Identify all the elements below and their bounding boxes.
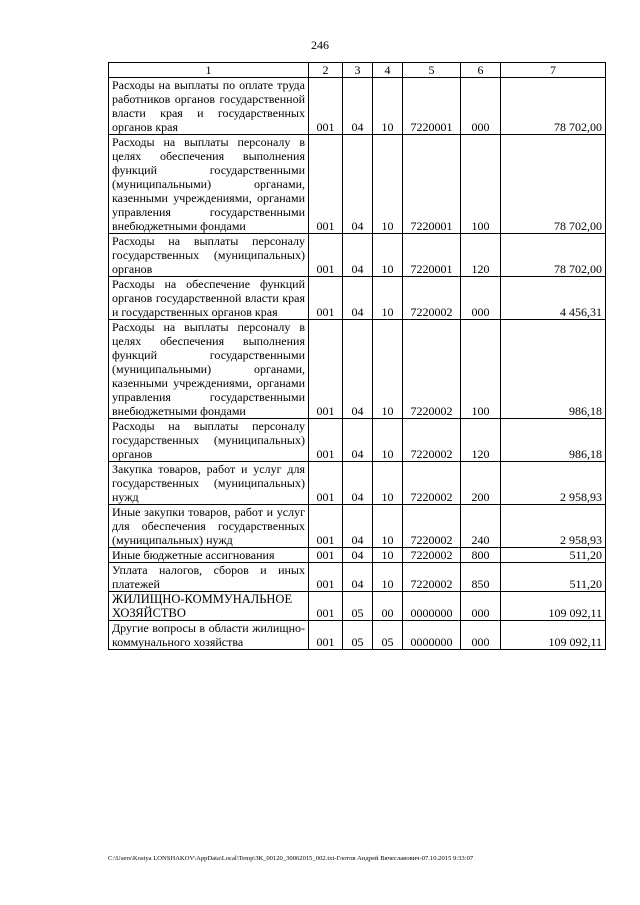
- row-name: Уплата налогов, сборов и иных платежей: [109, 563, 309, 592]
- table-row: [109, 419, 606, 462]
- cell-col5: 7220002: [403, 277, 461, 320]
- column-header: 6: [461, 63, 501, 78]
- cell-col4: 10: [373, 277, 403, 320]
- row-name: Расходы на выплаты по оплате труда работников органов государственной власти края и государственных органов края: [109, 78, 309, 135]
- cell-col3: 04: [343, 563, 373, 592]
- cell-col3: 04: [343, 234, 373, 277]
- cell-col2: 001: [309, 621, 343, 650]
- cell-col5: 7220002: [403, 505, 461, 548]
- cell-col5: 7220002: [403, 419, 461, 462]
- cell-col6: 850: [461, 563, 501, 592]
- cell-col3: 04: [343, 78, 373, 135]
- column-header: 2: [309, 63, 343, 78]
- file-path-footer: C:\Users\Kostya LONSHAKOV\AppData\Local\Temp\ЗК_00120_30062015_002.txt-Глотов Андрей Вячеславович-07.10.2015 9:33:07: [108, 855, 474, 862]
- table-row: [109, 277, 606, 320]
- cell-col4: 10: [373, 234, 403, 277]
- cell-amount: 109 092,11: [501, 621, 606, 650]
- column-header: 4: [373, 63, 403, 78]
- cell-col5: 0000000: [403, 592, 461, 621]
- cell-col3: 04: [343, 277, 373, 320]
- cell-amount: 78 702,00: [501, 135, 606, 234]
- table-header-row: [109, 63, 606, 78]
- row-name: Расходы на выплаты персоналу государственных (муниципальных) органов: [109, 419, 309, 462]
- cell-col4: 10: [373, 462, 403, 505]
- cell-col5: 7220001: [403, 234, 461, 277]
- budget-table: [108, 62, 606, 650]
- cell-col5: 7220001: [403, 78, 461, 135]
- cell-amount: 986,18: [501, 419, 606, 462]
- cell-amount: 2 958,93: [501, 505, 606, 548]
- row-name: ЖИЛИЩНО-КОММУНАЛЬНОЕ ХОЗЯЙСТВО: [109, 592, 309, 621]
- column-header: 7: [501, 63, 606, 78]
- cell-col5: 0000000: [403, 621, 461, 650]
- cell-col2: 001: [309, 548, 343, 563]
- table-row: [109, 592, 606, 621]
- cell-col3: 05: [343, 621, 373, 650]
- row-name: Иные бюджетные ассигнования: [109, 548, 309, 563]
- cell-col5: 7220002: [403, 462, 461, 505]
- cell-col6: 120: [461, 419, 501, 462]
- cell-amount: 986,18: [501, 320, 606, 419]
- cell-amount: 109 092,11: [501, 592, 606, 621]
- table-row: [109, 621, 606, 650]
- cell-col3: 04: [343, 548, 373, 563]
- cell-col5: 7220002: [403, 548, 461, 563]
- cell-col5: 7220001: [403, 135, 461, 234]
- cell-col6: 120: [461, 234, 501, 277]
- cell-col3: 04: [343, 419, 373, 462]
- cell-col3: 04: [343, 320, 373, 419]
- cell-amount: 511,20: [501, 563, 606, 592]
- cell-col5: 7220002: [403, 320, 461, 419]
- cell-col3: 04: [343, 462, 373, 505]
- table-row: [109, 505, 606, 548]
- cell-col2: 001: [309, 135, 343, 234]
- cell-col4: 10: [373, 548, 403, 563]
- table-row: [109, 135, 606, 234]
- cell-col3: 05: [343, 592, 373, 621]
- cell-col6: 000: [461, 78, 501, 135]
- cell-col6: 800: [461, 548, 501, 563]
- cell-col6: 000: [461, 277, 501, 320]
- table-row: [109, 234, 606, 277]
- cell-col2: 001: [309, 592, 343, 621]
- cell-col2: 001: [309, 462, 343, 505]
- cell-col6: 240: [461, 505, 501, 548]
- cell-col4: 10: [373, 78, 403, 135]
- table-row: [109, 563, 606, 592]
- cell-col6: 200: [461, 462, 501, 505]
- column-header: 1: [109, 63, 309, 78]
- cell-col2: 001: [309, 563, 343, 592]
- row-name: Расходы на обеспечение функций органов государственной власти края и государственных органов края: [109, 277, 309, 320]
- row-name: Расходы на выплаты персоналу государственных (муниципальных) органов: [109, 234, 309, 277]
- cell-col4: 10: [373, 419, 403, 462]
- row-name: Иные закупки товаров, работ и услуг для обеспечения государственных (муниципальных) нужд: [109, 505, 309, 548]
- page-number: 246: [311, 38, 329, 52]
- column-header: 3: [343, 63, 373, 78]
- cell-col2: 001: [309, 234, 343, 277]
- cell-col2: 001: [309, 419, 343, 462]
- row-name: Другие вопросы в области жилищно-коммунального хозяйства: [109, 621, 309, 650]
- table-row: [109, 462, 606, 505]
- cell-col2: 001: [309, 78, 343, 135]
- cell-col2: 001: [309, 320, 343, 419]
- cell-amount: 78 702,00: [501, 78, 606, 135]
- cell-col4: 10: [373, 563, 403, 592]
- cell-col4: 00: [373, 592, 403, 621]
- table-row: [109, 548, 606, 563]
- cell-col3: 04: [343, 505, 373, 548]
- row-name: Закупка товаров, работ и услуг для государственных (муниципальных) нужд: [109, 462, 309, 505]
- cell-col4: 10: [373, 320, 403, 419]
- cell-col4: 05: [373, 621, 403, 650]
- cell-amount: 4 456,31: [501, 277, 606, 320]
- row-name: Расходы на выплаты персоналу в целях обеспечения выполнения функций государственными (муниципальными) органами, казенными учреждениями, органами управления государственными внебюджетными фондами: [109, 320, 309, 419]
- cell-col4: 10: [373, 135, 403, 234]
- table-row: [109, 78, 606, 135]
- column-header: 5: [403, 63, 461, 78]
- cell-col6: 000: [461, 592, 501, 621]
- cell-amount: 511,20: [501, 548, 606, 563]
- cell-amount: 78 702,00: [501, 234, 606, 277]
- row-name: Расходы на выплаты персоналу в целях обеспечения выполнения функций государственными (муниципальными) органами, казенными учреждениями, органами управления государственными внебюджетными фондами: [109, 135, 309, 234]
- cell-col6: 100: [461, 320, 501, 419]
- cell-col6: 100: [461, 135, 501, 234]
- cell-col2: 001: [309, 505, 343, 548]
- cell-col5: 7220002: [403, 563, 461, 592]
- cell-amount: 2 958,93: [501, 462, 606, 505]
- table-row: [109, 320, 606, 419]
- cell-col6: 000: [461, 621, 501, 650]
- cell-col4: 10: [373, 505, 403, 548]
- cell-col2: 001: [309, 277, 343, 320]
- cell-col3: 04: [343, 135, 373, 234]
